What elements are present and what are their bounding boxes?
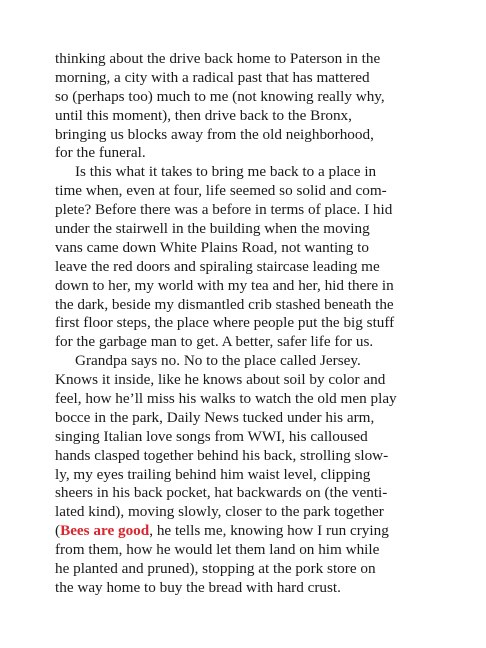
- text-line: thinking about the drive back home to Paterson in the: [55, 50, 381, 67]
- text-line: lated kind), moving slowly, closer to the park together: [55, 503, 384, 521]
- text-line: feel, how he’ll miss his walks to watch the old men play: [55, 390, 397, 408]
- text-line: singing Italian love songs from WWI, his calloused: [55, 427, 368, 445]
- text-line: Is this what it takes to bring me back to a place in: [75, 163, 377, 181]
- text-line: leave the red doors and spiraling staircase leading me: [55, 257, 380, 275]
- text-line: until this moment), then drive back to the Bronx,: [55, 106, 352, 124]
- text-line: hands clasped together behind his back, strolling slow-: [55, 446, 389, 464]
- text-line: from them, how he would let them land on him while: [55, 541, 380, 559]
- text-line: ly, my eyes trailing behind him waist level, clipping: [55, 465, 371, 483]
- text-line: time when, even at four, life seemed so solid and com-: [55, 182, 387, 200]
- text-line: morning, a city with a radical past that has mattered: [55, 68, 370, 86]
- text-line: first floor steps, the place where people put the big stuff: [55, 314, 395, 332]
- highlighted-phrase: Bees are good: [60, 522, 150, 540]
- document-page: [55, 50, 429, 598]
- text-line: down to her, my world with my tea and her, hid there in: [55, 276, 394, 294]
- text-line: plete? Before there was a before in terms of place. I hid: [55, 201, 393, 219]
- text-line: Grandpa says no. No to the place called Jersey.: [75, 352, 361, 370]
- text-line: Knows it inside, like he knows about soil by color and: [55, 371, 386, 389]
- text-line: so (perhaps too) much to me (not knowing really why,: [55, 87, 385, 105]
- open-paren: (: [55, 522, 61, 540]
- text-line-highlighted: [55, 522, 429, 541]
- text-line: bocce in the park, Daily News tucked under his arm,: [55, 408, 375, 426]
- text-line: he planted and pruned), stopping at the pork store on: [55, 560, 376, 578]
- line-rest: , he tells me, knowing how I run crying: [149, 522, 389, 540]
- text-line: sheers in his back pocket, hat backwards on (the venti-: [55, 484, 388, 502]
- text-line: for the garbage man to get. A better, safer life for us.: [55, 333, 374, 351]
- text-line: the dark, beside my dismantled crib stashed beneath the: [55, 295, 394, 313]
- text-line: for the funeral.: [55, 144, 146, 162]
- text-line: under the stairwell in the building when the moving: [55, 220, 370, 238]
- text-line: vans came down White Plains Road, not wanting to: [55, 238, 369, 256]
- text-line: the way home to buy the bread with hard crust.: [55, 578, 341, 596]
- text-line: bringing us blocks away from the old neighborhood,: [55, 125, 374, 143]
